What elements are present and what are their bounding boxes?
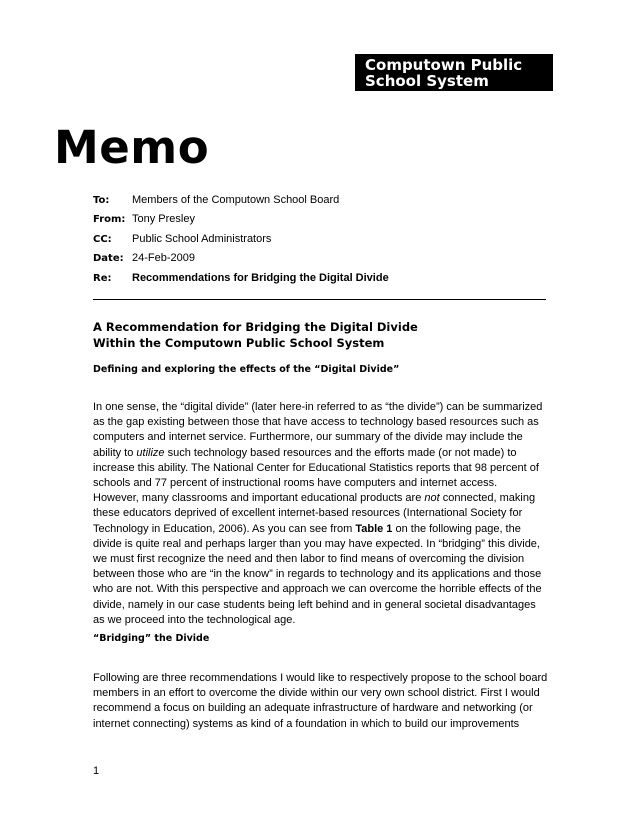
paragraph-2-line: recommend a focus on building an adequate infrastructure of hardware and networking (or bbox=[93, 702, 533, 715]
paragraph-1-line: divide is quite real and perhaps larger than you may have expected. In “bridging” this divide, bbox=[93, 537, 540, 550]
paragraph-1-line: divide, namely in our case students being left behind and in general societal disadvantages bbox=[93, 598, 536, 611]
paragraph-2-line: members in an effort to overcome the divide within our very own school district. First I would bbox=[93, 687, 540, 700]
paragraph-1-line: who are not. With this perspective and approach we can overcome the horrible effects of the bbox=[93, 583, 542, 596]
paragraph-2-line: internet connecting) systems as kind of a foundation in which to build our improvements bbox=[93, 717, 520, 730]
paragraph-1-line: we must first recognize the need and then labor to find means of overcoming the division bbox=[93, 553, 525, 566]
paragraph-1-line: as the gap existing between those that have access to technology based resources such as bbox=[93, 416, 539, 429]
main-heading bbox=[93, 319, 418, 351]
header-date-value: 24-Feb-2009 bbox=[132, 252, 195, 264]
header-cc-value: Public School Administrators bbox=[132, 233, 272, 245]
paragraph-1-line: schools and 77 percent of instructional rooms have computers and internet access. bbox=[93, 477, 498, 490]
paragraph-1-line: between those who are “in the know” in regards to technology and its applications and those bbox=[93, 568, 542, 581]
header-to-label: To: bbox=[93, 195, 110, 206]
header-divider bbox=[93, 299, 546, 300]
organization-name-line2: School System bbox=[365, 72, 489, 90]
paragraph-1-line: Technology in Education, 2006). As you can see from Table 1 on the following page, the bbox=[93, 522, 521, 535]
main-heading-line2: Within the Computown Public School System bbox=[93, 336, 385, 350]
header-cc-label: CC: bbox=[93, 234, 112, 245]
section2-heading: “Bridging” the Divide bbox=[93, 633, 210, 644]
section1-heading: Defining and exploring the effects of the “Digital Divide” bbox=[93, 364, 400, 375]
header-re-label: Re: bbox=[93, 273, 112, 284]
header-re-value: Recommendations for Bridging the Digital Divide bbox=[132, 272, 389, 284]
paragraph-1-line: these educators deprived of excellent internet-based resources (International Society for bbox=[93, 507, 523, 520]
paragraph-1 bbox=[93, 400, 553, 628]
paragraph-2-line: Following are three recommendations I would like to respectively propose to the school board bbox=[93, 672, 548, 684]
header-from-label: From: bbox=[93, 214, 126, 225]
paragraph-1-line: as we proceed into the technological age. bbox=[93, 613, 296, 626]
header-from-value: Tony Presley bbox=[132, 213, 195, 225]
paragraph-1-line: ability to utilize such technology based resources and the efforts made (or not made) to bbox=[93, 446, 517, 459]
organization-name-line1: Computown Public bbox=[365, 56, 523, 74]
paragraph-1-line: In one sense, the “digital divide” (later here-in referred to as “the divide”) can be summarized bbox=[93, 401, 543, 413]
paragraph-1-line: However, many classrooms and important educational products are not connected, making bbox=[93, 492, 536, 505]
page-number: 1 bbox=[93, 765, 100, 777]
memo-title: Memo bbox=[54, 121, 210, 174]
main-heading-line1: A Recommendation for Bridging the Digital Divide bbox=[93, 320, 418, 334]
header-to-value: Members of the Computown School Board bbox=[132, 194, 340, 206]
paragraph-1-line: computers and internet service. Furthermore, our summary of the divide may include the bbox=[93, 431, 523, 444]
organization-banner bbox=[355, 54, 553, 91]
paragraph-2 bbox=[93, 671, 553, 732]
paragraph-1-line: increase this ability. The National Center for Educational Statistics reports that 98 percent of bbox=[93, 461, 539, 474]
header-date-label: Date: bbox=[93, 253, 124, 264]
